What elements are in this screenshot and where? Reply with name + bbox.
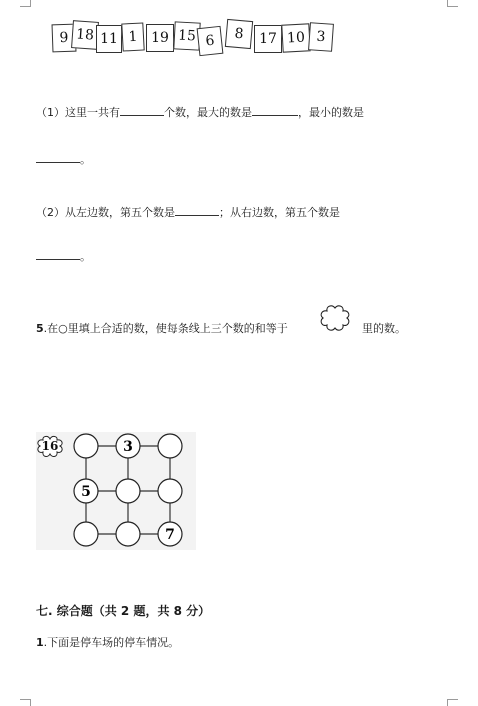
question-5-text-end: 里的数。 <box>362 322 406 335</box>
grid-circle[interactable] <box>74 522 98 546</box>
flower-icon <box>318 304 352 332</box>
grid-circle[interactable] <box>116 522 140 546</box>
grid-circle-value: 7 <box>165 527 175 543</box>
question-1-line <box>36 104 364 121</box>
answer-blank[interactable] <box>175 204 219 216</box>
grid-circle[interactable] <box>116 479 140 503</box>
question-5-line-end <box>362 321 406 337</box>
grid-circle[interactable] <box>158 479 182 503</box>
number-card: 9 <box>52 24 77 53</box>
number-card: 8 <box>225 19 253 49</box>
question-1-end: 。 <box>80 153 91 166</box>
question-1-mid: 个数，最大的数是 <box>164 106 252 119</box>
question-1-prefix: （1）这里一共有 <box>36 106 120 119</box>
question-7-1-number: 1 <box>36 636 44 649</box>
number-card: 11 <box>96 25 122 53</box>
question-2-line <box>36 204 340 221</box>
grid-circle-value: 3 <box>123 439 133 455</box>
number-card: 15 <box>173 21 200 50</box>
page-corner-mark <box>447 699 458 706</box>
question-2-mid: ；从右边数，第五个数是 <box>219 206 340 219</box>
question-2-prefix: （2）从左边数，第五个数是 <box>36 206 175 219</box>
number-card: 3 <box>308 22 334 52</box>
question-2-line-2 <box>36 248 91 265</box>
answer-blank[interactable] <box>120 104 164 116</box>
number-card: 17 <box>254 25 282 53</box>
question-1-mid2: ，最小的数是 <box>298 106 364 119</box>
question-7-1-line <box>36 635 179 651</box>
question-2-end: 。 <box>80 250 91 263</box>
question-5-number: 5 <box>36 322 44 335</box>
page-corner-mark <box>447 0 458 7</box>
answer-blank[interactable] <box>36 151 80 163</box>
answer-blank[interactable] <box>252 104 298 116</box>
section-7-title: 七. 综合题（共 2 题，共 8 分） <box>36 604 211 618</box>
number-card: 6 <box>197 26 224 56</box>
page-corner-mark <box>20 0 31 7</box>
flower-value: 16 <box>41 439 59 453</box>
number-card: 10 <box>281 23 310 52</box>
question-7-1-text: .下面是停车场的停车情况。 <box>43 636 180 649</box>
number-card-row <box>52 18 342 54</box>
grid-circle-value: 5 <box>81 484 91 500</box>
number-card: 18 <box>71 20 99 50</box>
grid-circle[interactable] <box>74 434 98 458</box>
page-corner-mark <box>20 699 31 706</box>
number-card: 1 <box>121 22 144 51</box>
question-5-text: .在○里填上合适的数，使每条线上三个数的和等于 <box>43 322 288 335</box>
number-card: 19 <box>146 24 174 52</box>
answer-blank[interactable] <box>36 248 80 260</box>
question-5-line <box>36 321 288 337</box>
grid-circle[interactable] <box>158 434 182 458</box>
number-puzzle-grid <box>36 426 196 550</box>
question-1-line-2 <box>36 151 91 168</box>
